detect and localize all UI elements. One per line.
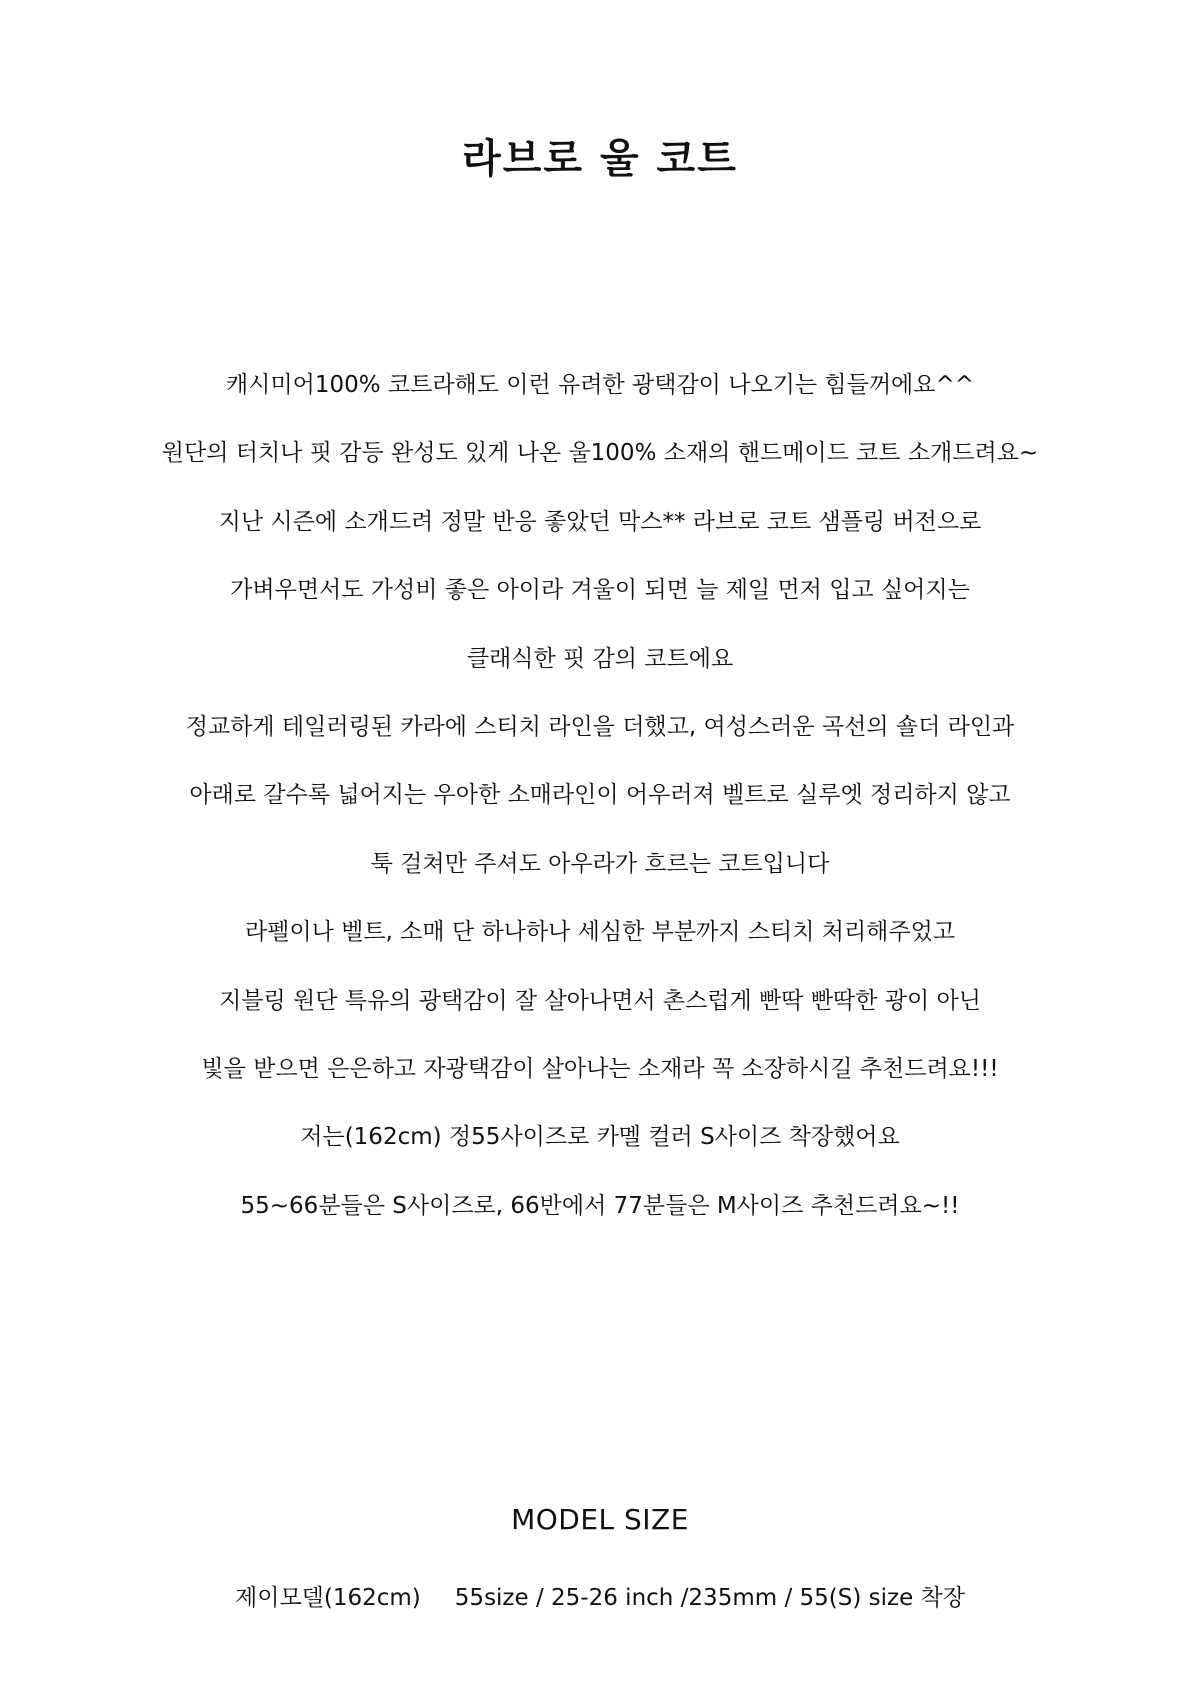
model-name: 제이모델(162cm): [235, 1585, 421, 1611]
model-size-info: [0, 1580, 1200, 1616]
model-size-details: 55size / 25-26 inch /235mm / 55(S) size 착장: [454, 1585, 965, 1611]
description-line: 원단의 터치나 핏 감등 완성도 있게 나온 울100% 소재의 핸드메이드 코트 소개드려요~: [161, 440, 1039, 467]
description-line: 지블링 원단 특유의 광택감이 잘 살아나면서 촌스럽게 빤딱 빤딱한 광이 아닌: [219, 987, 981, 1014]
model-size-heading: MODEL SIZE: [511, 1503, 689, 1536]
description-line: 라펠이나 벨트, 소매 단 하나하나 세심한 부분까지 스티치 처리해주었고: [244, 919, 956, 946]
description-line: 가벼우면서도 가성비 좋은 아이라 겨울이 되면 늘 제일 먼저 입고 싶어지는: [230, 577, 970, 604]
description-line: 지난 시즌에 소개드려 정말 반응 좋았던 막스** 라브로 코트 샘플링 버전으로: [218, 508, 982, 535]
description-line: 캐시미어100% 코트라해도 이런 유려한 광택감이 나오기는 힘들꺼에요^^: [225, 372, 975, 398]
description-line: 빛을 받으면 은은하고 자광택감이 살아나는 소재라 꼭 소장하시길 추천드려요!!!: [201, 1055, 999, 1082]
description-line: 툭 걸쳐만 주셔도 아우라가 흐르는 코트입니다: [370, 850, 830, 877]
description-line: 저는(162cm) 정55사이즈로 카멜 컬러 S사이즈 착장했어요: [300, 1124, 900, 1151]
product-description: [0, 365, 1200, 1254]
product-title: 라브로 울 코트: [462, 136, 738, 182]
description-line: 정교하게 테일러링된 카라에 스티치 라인을 더했고, 여성스러운 곡선의 숄더 라인과: [185, 713, 1015, 740]
description-line: 클래식한 핏 감의 코트에요: [466, 645, 734, 672]
description-line: 아래로 갈수록 넓어지는 우아한 소매라인이 어우러져 벨트로 실루엣 정리하지 않고: [189, 782, 1011, 809]
description-line: 55~66분들은 S사이즈로, 66반에서 77분들은 M사이즈 추천드려요~!!: [240, 1192, 960, 1219]
